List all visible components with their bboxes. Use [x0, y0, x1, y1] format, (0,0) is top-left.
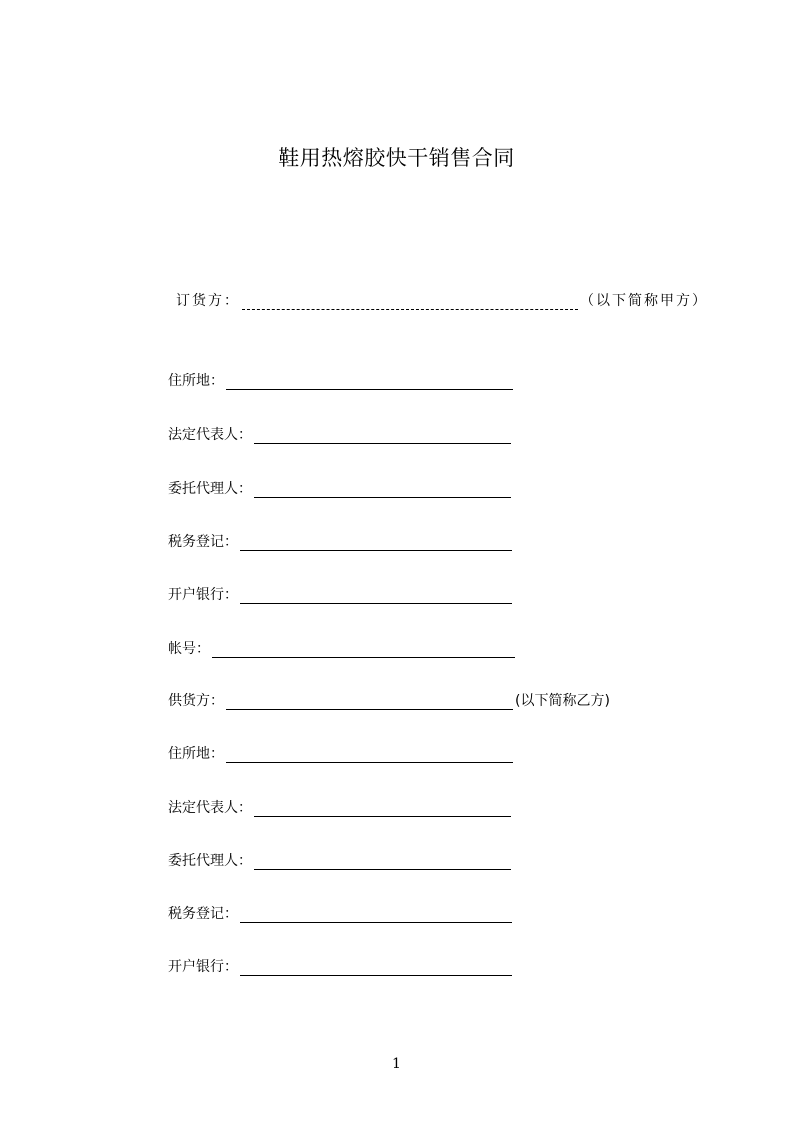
seller-line	[168, 692, 610, 710]
a-bank-blank[interactable]	[240, 589, 512, 604]
a-agent-blank[interactable]	[254, 483, 511, 498]
page-number: 1	[392, 1056, 401, 1072]
a-legal-rep-blank[interactable]	[254, 429, 511, 444]
a-account-blank[interactable]	[212, 643, 515, 658]
buyer-suffix: （以下简称甲方）	[580, 293, 708, 309]
b-legal-rep-blank[interactable]	[254, 802, 511, 817]
b-tax-label: 税务登记：	[168, 906, 238, 922]
a-agent-line	[168, 480, 511, 498]
b-tax-blank[interactable]	[240, 908, 512, 923]
a-account-label: 帐号：	[168, 641, 210, 657]
page-title: 鞋用热熔胶快干销售合同	[278, 146, 515, 170]
buyer-blank[interactable]	[242, 295, 578, 310]
a-legal-rep-line	[168, 426, 511, 444]
a-address-blank[interactable]	[226, 375, 513, 390]
b-address-label: 住所地：	[168, 746, 224, 762]
a-address-line	[168, 372, 513, 390]
b-legal-rep-line	[168, 799, 511, 817]
seller-blank[interactable]	[226, 695, 513, 710]
seller-suffix: (以下简称乙方)	[515, 693, 610, 709]
a-legal-rep-label: 法定代表人：	[168, 427, 252, 443]
b-bank-label: 开户银行：	[168, 959, 238, 975]
a-tax-blank[interactable]	[240, 536, 512, 551]
b-tax-line	[168, 905, 512, 923]
a-tax-label: 税务登记：	[168, 534, 238, 550]
a-account-line	[168, 640, 515, 658]
b-bank-line	[168, 958, 512, 976]
a-bank-line	[168, 586, 512, 604]
seller-label: 供货方：	[168, 693, 224, 709]
b-agent-line	[168, 852, 511, 870]
b-agent-label: 委托代理人：	[168, 853, 252, 869]
b-address-line	[168, 745, 513, 763]
b-address-blank[interactable]	[226, 748, 513, 763]
a-tax-line	[168, 533, 512, 551]
buyer-label: 订货方：	[176, 293, 240, 309]
a-address-label: 住所地：	[168, 373, 224, 389]
a-bank-label: 开户银行：	[168, 587, 238, 603]
buyer-line	[176, 292, 708, 310]
b-agent-blank[interactable]	[254, 855, 511, 870]
a-agent-label: 委托代理人：	[168, 481, 252, 497]
b-legal-rep-label: 法定代表人：	[168, 800, 252, 816]
b-bank-blank[interactable]	[240, 961, 512, 976]
